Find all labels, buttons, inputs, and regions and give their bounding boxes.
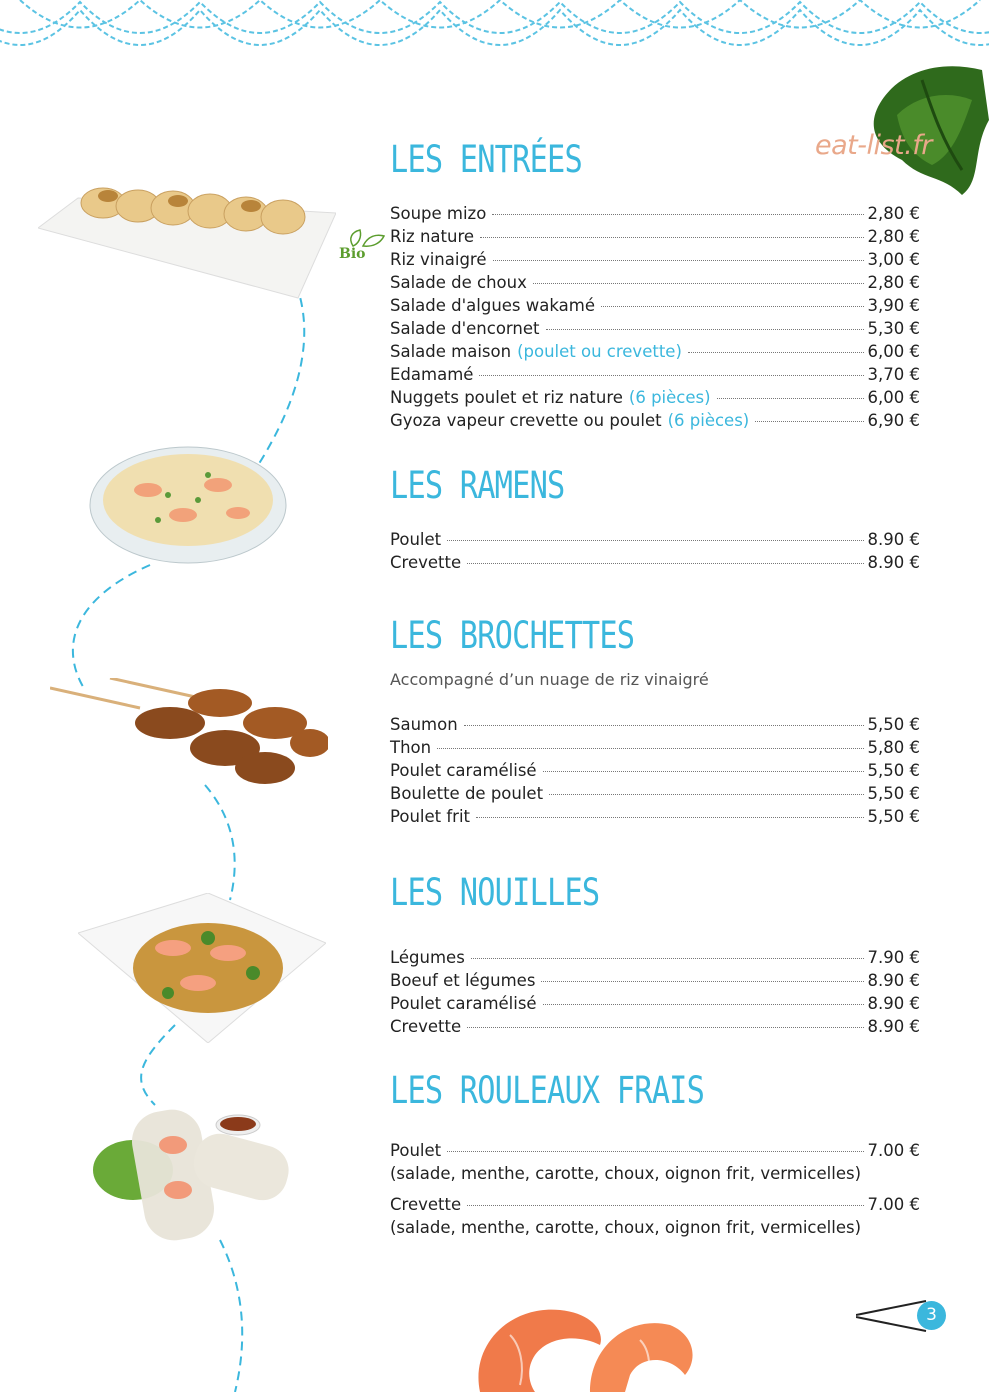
- menu-item: [390, 386, 920, 409]
- item-price: 5,30 €: [867, 319, 920, 338]
- page-number-value: 3: [917, 1301, 946, 1330]
- item-price: 3,90 €: [867, 296, 920, 315]
- item-note: (6 pièces): [628, 388, 711, 407]
- menu-item: [390, 528, 920, 551]
- item-name: Salade d'encornet: [390, 319, 540, 338]
- item-name: Poulet caramélisé: [390, 994, 537, 1013]
- leader-dots: [688, 352, 864, 353]
- item-name: Gyoza vapeur crevette ou poulet: [390, 411, 662, 430]
- item-price: 3,70 €: [867, 365, 920, 384]
- item-price: 8.90 €: [867, 553, 920, 572]
- menu-list: [390, 528, 920, 574]
- ramen-photo: [88, 445, 288, 580]
- menu-item: [390, 271, 920, 294]
- item-name: Poulet: [390, 1141, 442, 1160]
- watermark: eat-list.fr: [815, 130, 932, 161]
- menu-item: [390, 736, 920, 759]
- menu-item: [390, 805, 920, 828]
- leader-dots: [471, 958, 864, 959]
- leader-dots: [464, 725, 864, 726]
- menu-item: [390, 294, 920, 317]
- section-title: LES RAMENS: [390, 464, 565, 507]
- item-price: 2,80 €: [867, 273, 920, 292]
- section-ramens: [390, 464, 920, 574]
- menu-item: [390, 248, 920, 271]
- leader-dots: [533, 283, 864, 284]
- item-price: 8.90 €: [867, 530, 920, 549]
- section-entrees: [390, 138, 920, 432]
- section-subtitle: Accompagné d’un nuage de riz vinaigré: [390, 670, 709, 689]
- item-name: Boulette de poulet: [390, 784, 544, 803]
- menu-item: [390, 202, 920, 225]
- menu-item: [390, 1139, 920, 1162]
- section-brochettes: [390, 614, 920, 828]
- section-title: LES ROULEAUX FRAIS: [390, 1069, 705, 1112]
- menu-list: [390, 713, 920, 828]
- menu-item: [390, 409, 920, 432]
- leader-dots: [717, 398, 864, 399]
- leader-dots: [479, 375, 863, 376]
- item-price: 2,80 €: [867, 204, 920, 223]
- item-note: (6 pièces): [667, 411, 750, 430]
- item-price: 5,50 €: [867, 761, 920, 780]
- leader-dots: [543, 771, 864, 772]
- section-rouleaux: [390, 1069, 920, 1239]
- noodles-photo: [78, 893, 326, 1043]
- item-price: 6,00 €: [867, 342, 920, 361]
- item-name: Salade d'algues wakamé: [390, 296, 595, 315]
- item-name: Edamamé: [390, 365, 474, 384]
- item-price: 6,90 €: [867, 411, 920, 430]
- menu-item: [390, 317, 920, 340]
- item-price: 5,50 €: [867, 784, 920, 803]
- item-price: 8.90 €: [867, 994, 920, 1013]
- item-name: Crevette: [390, 553, 462, 572]
- leader-dots: [447, 1151, 863, 1152]
- item-name: Saumon: [390, 715, 458, 734]
- item-name: Nuggets poulet et riz nature: [390, 388, 623, 407]
- rouleaux-photo: [93, 1100, 293, 1248]
- menu-list: [390, 946, 920, 1038]
- item-name: Boeuf et légumes: [390, 971, 536, 990]
- item-price: 3,00 €: [867, 250, 920, 269]
- menu-item: [390, 713, 920, 736]
- leader-dots: [467, 1027, 863, 1028]
- leader-dots: [476, 817, 864, 818]
- leader-dots: [493, 260, 864, 261]
- leader-dots: [755, 421, 863, 422]
- leader-dots: [492, 214, 863, 215]
- item-description: (salade, menthe, carotte, choux, oignon frit, vermicelles): [390, 1218, 862, 1237]
- menu-item: [390, 992, 920, 1015]
- scallop-border: [0, 0, 989, 80]
- leader-dots: [541, 981, 863, 982]
- item-name: Thon: [390, 738, 432, 757]
- leader-dots: [543, 1004, 864, 1005]
- item-price: 5,80 €: [867, 738, 920, 757]
- menu-item: [390, 225, 920, 248]
- menu-item: [390, 340, 920, 363]
- item-name: Poulet caramélisé: [390, 761, 537, 780]
- menu-list: [390, 202, 920, 432]
- item-name: Poulet frit: [390, 807, 471, 826]
- item-name: Salade maison: [390, 342, 512, 361]
- menu-item: [390, 946, 920, 969]
- shrimp-photo: [440, 1285, 700, 1392]
- item-name: Riz nature: [390, 227, 475, 246]
- menu-item: [390, 759, 920, 782]
- leader-dots: [447, 540, 863, 541]
- bio-badge: [338, 228, 388, 266]
- leader-dots: [467, 563, 863, 564]
- menu-list: [390, 1139, 920, 1239]
- brochettes-photo: [50, 678, 328, 790]
- page-number: [856, 1297, 951, 1337]
- leader-dots: [467, 1205, 863, 1206]
- leaf-icon: [338, 228, 388, 248]
- leader-dots: [601, 306, 864, 307]
- menu-item: [390, 969, 920, 992]
- menu-item: [390, 363, 920, 386]
- leader-dots: [546, 329, 864, 330]
- item-description: (salade, menthe, carotte, choux, oignon frit, vermicelles): [390, 1164, 862, 1183]
- item-price: 5,50 €: [867, 715, 920, 734]
- item-price: 7.90 €: [867, 948, 920, 967]
- section-title: LES NOUILLES: [390, 871, 600, 914]
- bio-label: Bio: [339, 246, 366, 262]
- leader-dots: [549, 794, 863, 795]
- item-name: Crevette: [390, 1195, 462, 1214]
- section-title: LES BROCHETTES: [390, 614, 635, 657]
- item-price: 8.90 €: [867, 1017, 920, 1036]
- menu-item: [390, 551, 920, 574]
- item-name: Riz vinaigré: [390, 250, 487, 269]
- item-price: 2,80 €: [867, 227, 920, 246]
- item-price: 7.00 €: [867, 1141, 920, 1160]
- leader-dots: [437, 748, 863, 749]
- section-title: LES ENTRÉES: [390, 138, 582, 181]
- item-note: (poulet ou crevette): [517, 342, 682, 361]
- item-name: Salade de choux: [390, 273, 527, 292]
- menu-item: [390, 1193, 920, 1216]
- item-price: 6,00 €: [867, 388, 920, 407]
- item-name: Poulet: [390, 530, 442, 549]
- item-name: Soupe mizo: [390, 204, 487, 223]
- menu-item: [390, 1015, 920, 1038]
- item-price: 7.00 €: [867, 1195, 920, 1214]
- item-name: Crevette: [390, 1017, 462, 1036]
- item-name: Légumes: [390, 948, 465, 967]
- menu-item: [390, 782, 920, 805]
- gyoza-photo: [38, 168, 336, 300]
- section-nouilles: [390, 871, 920, 1038]
- item-price: 5,50 €: [867, 807, 920, 826]
- leader-dots: [480, 237, 863, 238]
- item-price: 8.90 €: [867, 971, 920, 990]
